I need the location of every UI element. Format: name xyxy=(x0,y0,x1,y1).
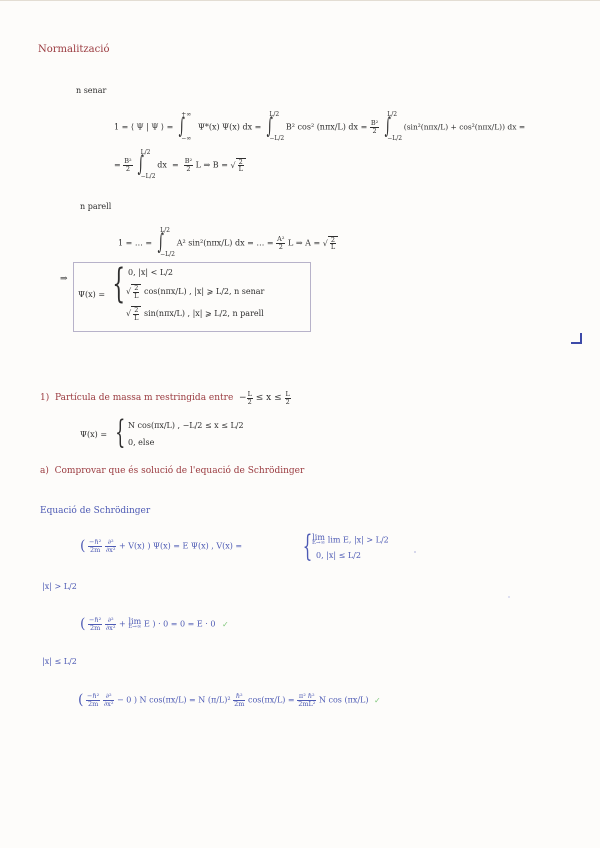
integral-sign: ∫ xyxy=(157,230,164,255)
result-case-1: 0, |x| < L/2 xyxy=(128,268,173,277)
equation-normalization-1: 1 = ⟨ Ψ | Ψ ⟩ = ∫ +∞ −∞ Ψ*(x) Ψ(x) dx = ∫ L/2 −L/2 B² cos² (nπx/L) dx = $\frac{\text{B²}}{2}$ ∫ L/2 −L/2 (sin²(nπx/L) + cos²(nπx/L)) dx = xyxy=(114,111,526,142)
problem-psi-label: Ψ(x) = xyxy=(80,430,108,439)
problem-1-statement: 1) Partícula de massa m restringida entre − $\frac{L}{2}$ ≤ x ≤ $\frac{L}{2}$ xyxy=(40,390,290,406)
result-arrow: ⇒ xyxy=(60,274,68,284)
problem-case-2: 0, else xyxy=(128,438,155,447)
square-root: √ $\frac{2}{L}$ xyxy=(323,236,338,251)
label-n-senar: n senar xyxy=(76,86,107,95)
check-icon: ✓ xyxy=(222,619,229,629)
schrodinger-V-case-2: 0, |x| ≤ L/2 xyxy=(316,551,361,560)
label-n-parell: n parell xyxy=(80,202,112,211)
schrodinger-V-brace: { xyxy=(302,529,313,564)
result-psi-label: Ψ(x) = xyxy=(78,290,106,299)
square-root: √ $\frac{2}{L}$ xyxy=(126,284,141,299)
part-a-statement: a) Comprovar que és solució de l'equació de Schrödinger xyxy=(40,466,305,476)
integral-sign: ∫ xyxy=(384,114,391,139)
square-root: √ $\frac{2}{L}$ xyxy=(126,306,141,321)
integral-sign: ∫ xyxy=(137,152,145,177)
section-title-normalitzacio: Normalització xyxy=(38,44,110,55)
region-1-label: |x| > L/2 xyxy=(42,582,77,591)
equation-normalization-2: = $\frac{\text{B²}}{2}$ ∫ L/2 −L/2 dx = $\frac{\text{B²}}{2}$ L ⇒ B = √ $\frac{2}{L}$ xyxy=(114,150,246,180)
problem-brace: { xyxy=(115,413,126,451)
integral-sign: ∫ xyxy=(178,114,185,139)
problem-case-1: N cos(πx/L) , −L/2 ≤ x ≤ L/2 xyxy=(128,421,244,430)
page-top-border xyxy=(0,0,600,1)
region-2-equation: ( $\frac{\text{−ℏ²}}{2m}$ $\frac{\text{∂²}}{\text{∂x²}}$ − 0 ) N cos(πx/L) = N (π/L)² $\frac{\text{ℏ²}}{2m}$ cos(πx/L) = $\frac{\text{π² ℏ²}}{\text{2mL²}}$ N cos (πx/L) ✓ xyxy=(78,692,381,708)
square-root: √ $\frac{2}{L}$ xyxy=(230,158,245,173)
region-1-equation: ( $\frac{\text{−ℏ²}}{2m}$ $\frac{\text{∂²}}{\text{∂x²}}$ + lim E→∞ E ) · 0 = 0 = E · 0 ✓ xyxy=(80,616,229,632)
fraction: $\frac{\text{B²}}{2}$ xyxy=(124,157,132,173)
check-icon: ✓ xyxy=(374,695,381,705)
equation-normalization-3: 1 = … = ∫ L/2 −L/2 A² sin²(nπx/L) dx = … = $\frac{\text{A²}}{2}$ L ⇒ A = √ $\frac{2}{L}$ xyxy=(118,228,338,258)
result-brace: { xyxy=(112,261,126,307)
schrodinger-V-case-1: lim E→∞ lim E, |x| > L/2 xyxy=(312,533,389,547)
fraction: $\frac{\text{B²}}{2}$ xyxy=(370,119,379,135)
result-case-3: √ $\frac{2}{L}$ sin(nπx/L) , |x| ⩾ L/2, n parell xyxy=(126,306,264,322)
stray-mark xyxy=(508,596,510,598)
schrodinger-heading: Equació de Schrödinger xyxy=(40,506,151,516)
fraction: $\frac{\text{B²}}{2}$ xyxy=(184,157,193,173)
region-2-label: |x| ≤ L/2 xyxy=(42,657,77,666)
result-case-2: √ $\frac{2}{L}$ cos(nπx/L) , |x| ⩾ L/2, n senar xyxy=(126,284,265,300)
fraction: $\frac{\text{A²}}{2}$ xyxy=(277,235,285,251)
corner-mark xyxy=(571,333,582,344)
integral-sign: ∫ xyxy=(266,114,273,139)
stray-mark xyxy=(414,551,416,553)
schrodinger-equation: ( $\frac{\text{−ℏ²}}{2m}$ $\frac{\text{∂²}}{\text{∂x²}}$ + V(x) ) Ψ(x) = E Ψ(x) , V(x) = xyxy=(80,538,243,554)
